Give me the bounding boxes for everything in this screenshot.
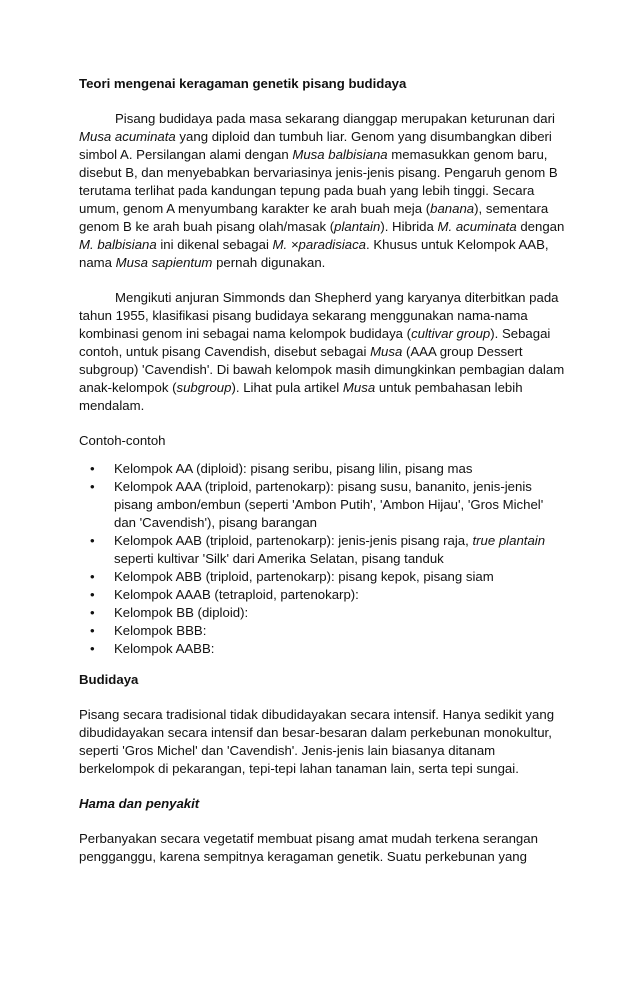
text-segment: memasukkan genom baru, disebut B, dan menyebabkan bervariasinya jenis-jenis pisang. Pengaruh genom B terutama terlihat pada kandungan tepung pada buah yang lebih tinggi. Secara umum, genom A menyumbang karakter ke arah buah meja ( [79,147,558,216]
list-item [79,460,566,478]
text-segment: untuk pembahasan lebih mendalam. [79,380,523,413]
species-name: Musa acuminata [79,129,176,144]
text-segment: dengan [516,219,565,234]
term-italic: banana [430,201,475,216]
text-segment: Mengikuti anjuran Simmonds dan Shepherd yang karyanya diterbitkan pada tahun 1955, klasifikasi pisang budidaya sekarang menggunakan nama-nama kombinasi genom ini sebagai nama kelompok budidaya ( [79,290,559,341]
examples-label: Contoh-contoh [79,433,166,448]
list-item-text: Kelompok BB (diploid): [114,605,249,620]
text-segment: ). Lihat pula artikel [231,380,343,395]
heading-genetic-diversity: Teori mengenai keragaman genetik pisang budidaya [79,76,407,91]
species-name: Musa sapientum [115,255,213,270]
paragraph-classification [79,289,566,415]
list-item-text: Kelompok AAAB (tetraploid, partenokarp): [114,587,359,602]
list-item-text: Kelompok AAB (triploid, partenokarp): jenis-jenis pisang raja, [114,533,473,548]
list-item [79,568,566,586]
text-segment: ). Sebagai contoh, untuk pisang Cavendish, disebut sebagai [79,326,551,359]
text-segment: . Khusus untuk Kelompok AAB, nama [79,237,549,270]
text-segment: ). Hibrida [380,219,438,234]
paragraph-cultivation: Pisang secara tradisional tidak dibudidayakan secara intensif. Hanya sedikit yang dibudidayakan secara intensif dan besar-besaran dalam perkebunan monokultur, seperti 'Gros Michel' dan 'Cavendish'. Jenis-jenis lain biasanya ditanam berkelompok di pekarangan, tepi-tepi lahan tanaman lain, serta tepi sungai. [79,707,555,776]
bullet-icon: • [90,641,95,656]
list-item [79,622,566,640]
bullet-icon: • [90,587,95,602]
list-item-text: Kelompok AA (diploid): pisang seribu, pisang lilin, pisang mas [114,461,473,476]
list-item [79,478,566,532]
bullet-icon: • [90,461,95,476]
species-name: M. balbisiana [79,237,157,252]
paragraph-genome-origins [79,110,566,272]
genus-name: Musa [342,380,376,395]
list-item [79,604,566,622]
term-italic: subgroup [176,380,232,395]
bullet-icon: • [90,605,95,620]
text-segment: yang diploid dan tumbuh liar. Genom yang disumbangkan diberi simbol A. Persilangan alami dengan [79,129,552,162]
list-item [79,586,566,604]
text-segment: Pisang budidaya pada masa sekarang dianggap merupakan keturunan dari [115,111,555,126]
term-italic: true plantain [472,533,546,548]
document-body [79,75,566,883]
bullet-icon: • [90,533,95,548]
list-item-text: Kelompok ABB (triploid, partenokarp): pisang kepok, pisang siam [114,569,494,584]
bullet-icon: • [90,569,95,584]
term-italic: cultivar group [411,326,491,341]
text-segment: (AAA group Dessert subgroup) 'Cavendish'. Di bawah kelompok masih dimungkinkan pembagian dalam anak-kelompok ( [79,344,565,395]
term-italic: plantain [334,219,381,234]
list-item-text: Kelompok AABB: [114,641,215,656]
list-item-text: Kelompok BBB: [114,623,207,638]
heading-cultivation: Budidaya [79,672,139,687]
heading-pests-diseases: Hama dan penyakit [79,796,200,811]
list-item [79,532,566,568]
species-name: M. acuminata [437,219,517,234]
list-item-text: seperti kultivar 'Silk' dari Amerika Selatan, pisang tanduk [114,551,444,566]
bullet-icon: • [90,479,95,494]
genus-name: Musa [370,344,403,359]
text-segment: pernah digunakan. [212,255,326,270]
examples-list [79,460,566,658]
text-segment: ), sementara genom B ke arah buah pisang olah/masak ( [79,201,549,234]
list-item [79,640,566,658]
bullet-icon: • [90,623,95,638]
list-item-text: Kelompok AAA (triploid, partenokarp): pisang susu, bananito, jenis-jenis pisang ambon/embun (seperti 'Ambon Putih', 'Ambon Hijau', 'Gros Michel' dan 'Cavendish'), pisang barangan [114,479,544,530]
paragraph-pests: Perbanyakan secara vegetatif membuat pisang amat mudah terkena serangan pengganggu, karena sempitnya keragaman genetik. Suatu perkebunan yang [79,831,538,864]
species-name: M. ×paradisiaca [272,237,367,252]
text-segment: ini dikenal sebagai [156,237,273,252]
species-name: Musa balbisiana [292,147,388,162]
